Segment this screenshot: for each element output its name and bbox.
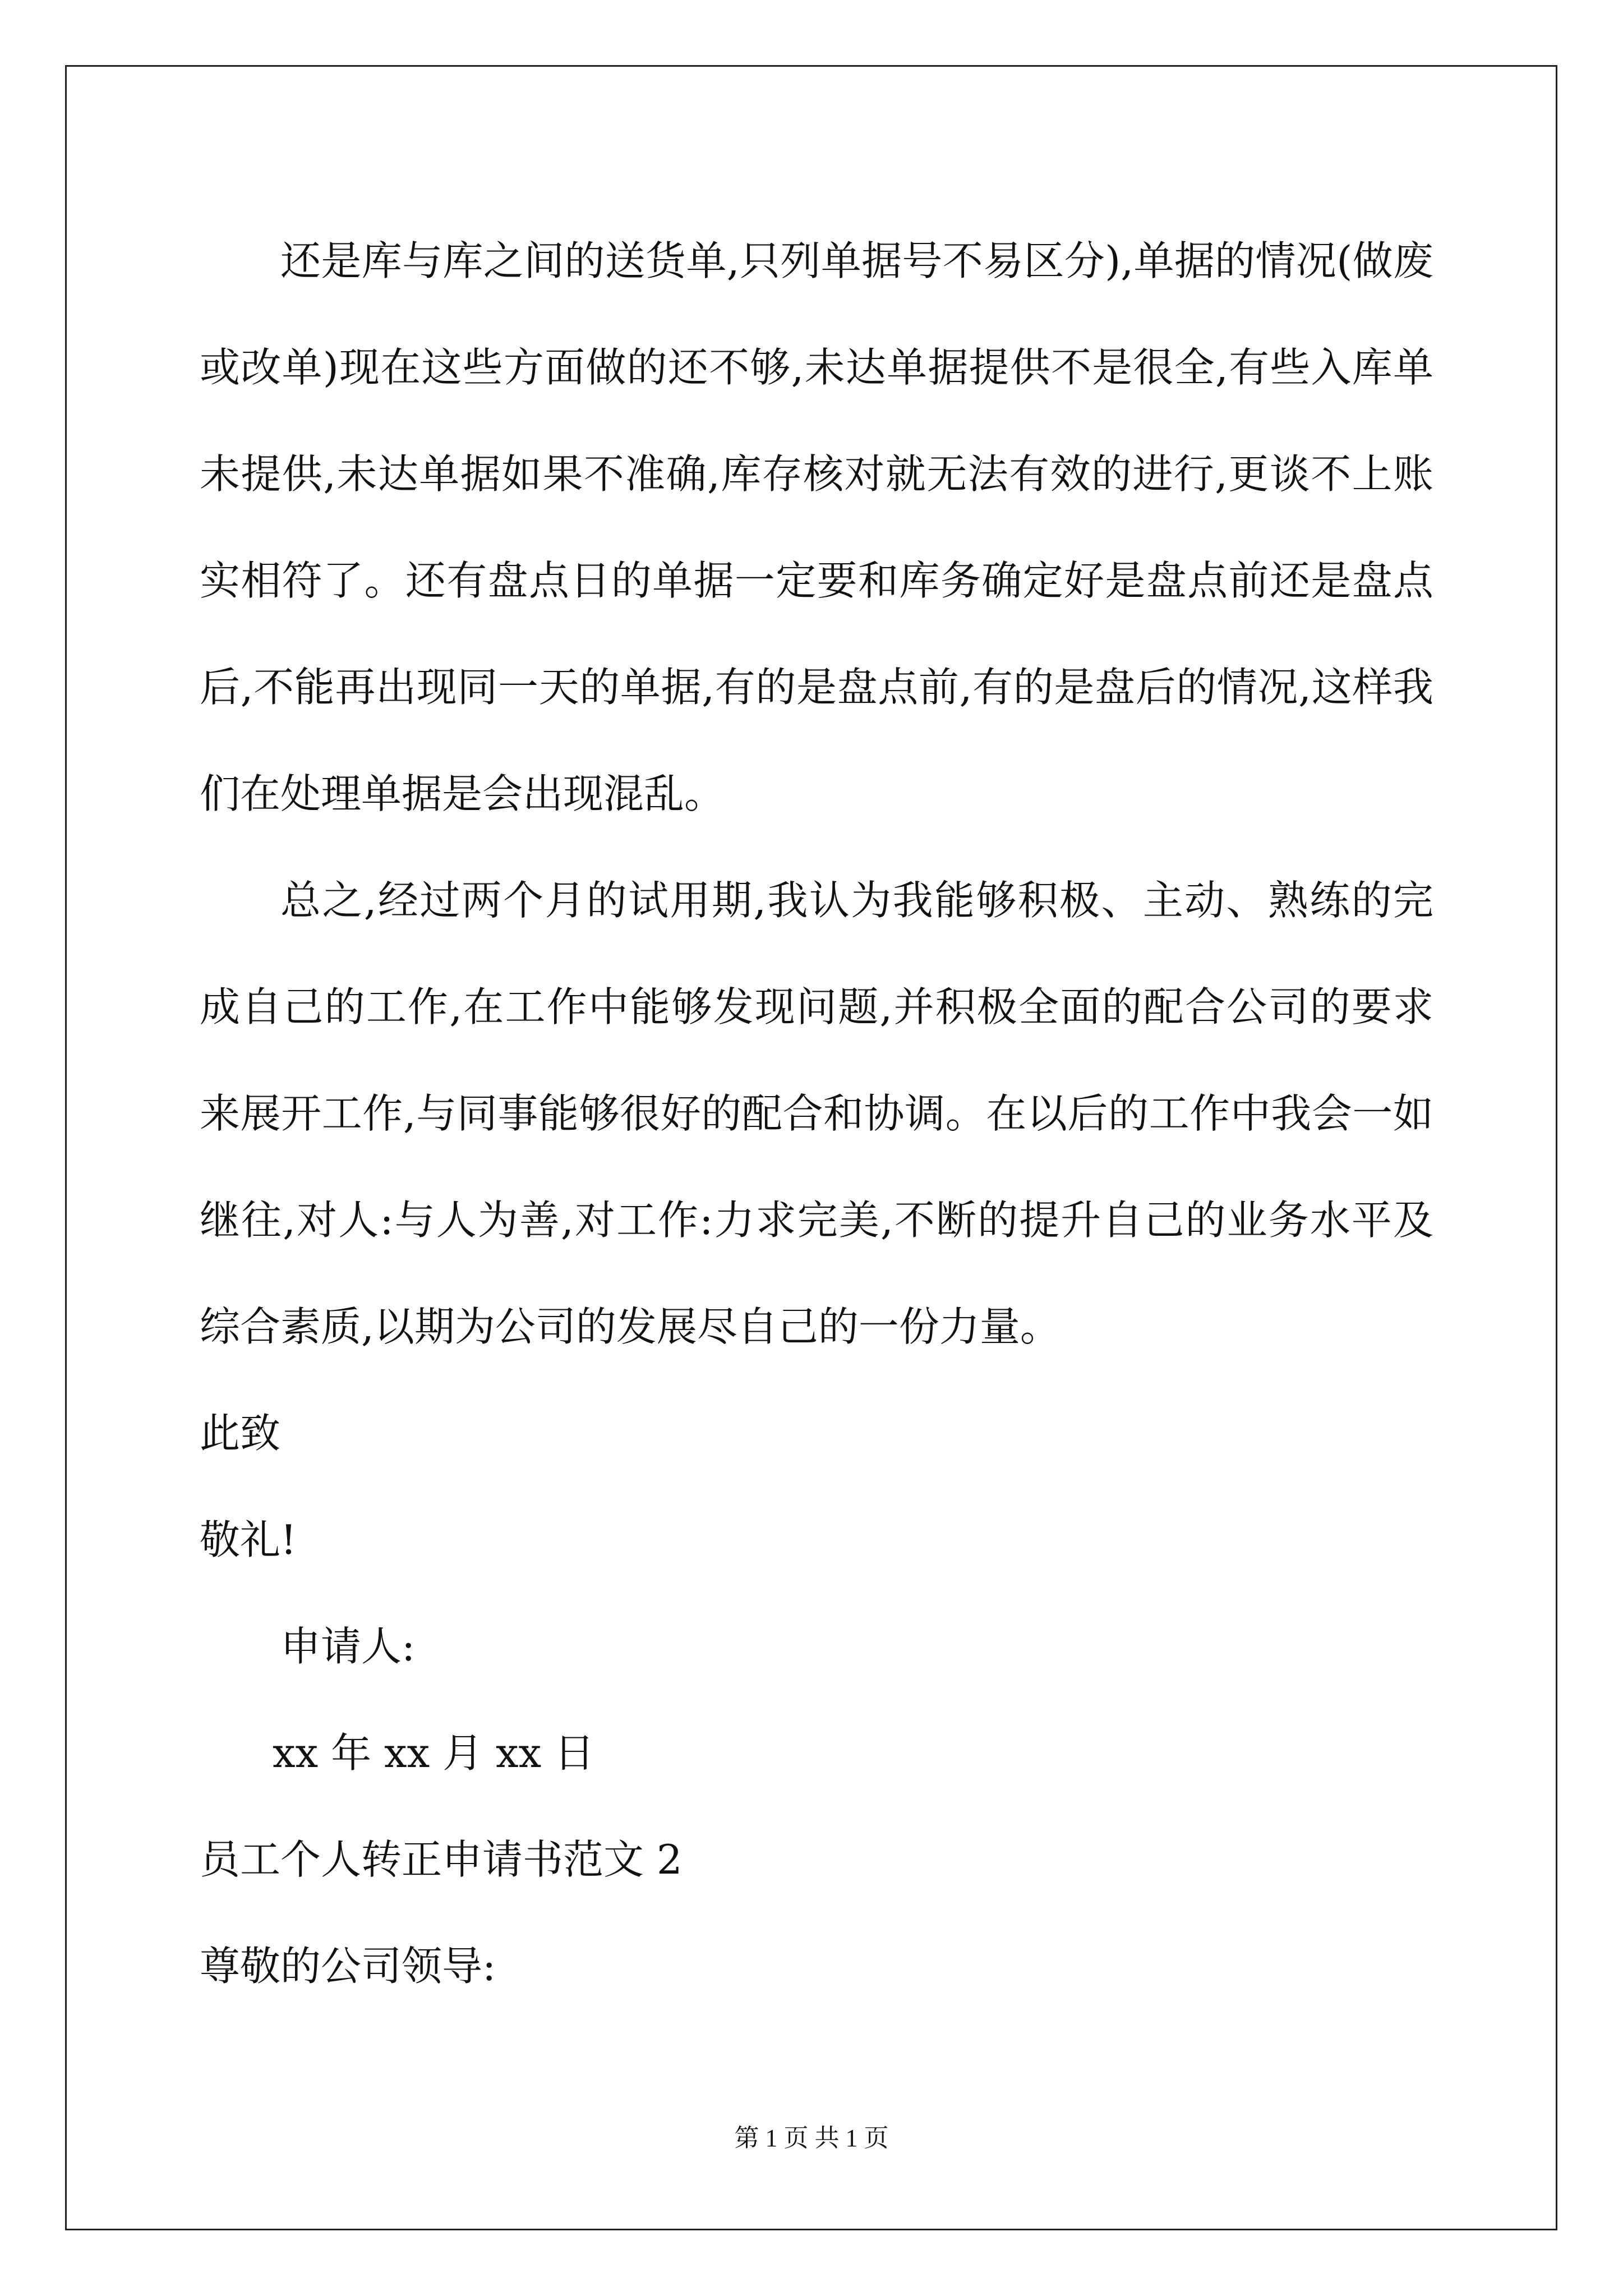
- date-line: xx 年 xx 月 xx 日: [273, 1729, 595, 1777]
- page-footer: 第 1 页 共 1 页: [734, 2124, 889, 2152]
- next-greeting: 尊敬的公司领导:: [200, 1943, 496, 1990]
- document-body: [200, 208, 1433, 2019]
- body-paragraph-2: 总之,经过两个月的试用期,我认为我能够积极、主动、熟练的完成自己的工作,在工作中能够发现问题,并积极全面的配合公司的要求来展开工作,与同事能够很好的配合和协调。在以后的工作中我会一如继往,对人:与人为善,对工作:力求完美,不断的提升自己的业务水平及综合素质,以期为公司的发展尽自己的一份力量。: [200, 877, 1433, 1350]
- body-paragraph-1: 还是库与库之间的送货单,只列单据号不易区分),单据的情况(做废或改单)现在这些方面做的还不够,未达单据提供不是很全,有些入库单未提供,未达单据如果不准确,库存核对就无法有效的进行,更谈不上账实相符了。还有盘点日的单据一定要和库务确定好是盘点前还是盘点后,不能再出现同一天的单据,有的是盘点前,有的是盘后的情况,这样我们在处理单据是会出现混乱。: [200, 237, 1433, 817]
- applicant-label: 申请人:: [280, 1623, 416, 1670]
- next-section-title: 员工个人转正申请书范文 2: [200, 1836, 683, 1883]
- salute-text: 敬礼!: [200, 1516, 297, 1563]
- closing-text: 此致: [200, 1410, 281, 1457]
